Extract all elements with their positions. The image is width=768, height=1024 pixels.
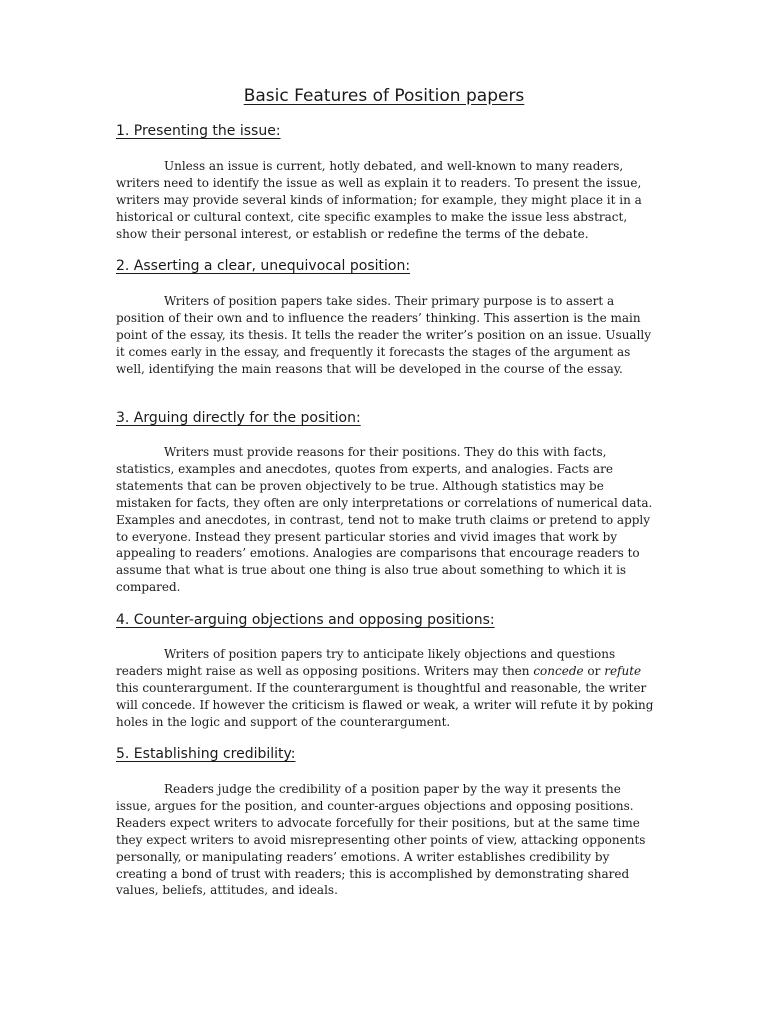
section-heading-arguing-directly: 3. Arguing directly for the position:: [116, 410, 361, 426]
section-body-presenting-issue: Unless an issue is current, hotly debated, and well-known to many readers, writers need to identify the issue as well as explain it to readers. To present the issue, writers may provide several kinds of information; for example, they might place it in a historical or cultural context, cite specific examples to make the issue less abstract, show their personal interest, or establish or redefine the terms of the debate.: [116, 159, 642, 241]
section-heading-presenting-issue: 1. Presenting the issue:: [116, 123, 281, 139]
emphasis-refute: refute: [604, 663, 642, 678]
section-body-establishing-credibility: Readers judge the credibility of a position paper by the way it presents the issue, argues for the position, and counter-argues objections and opposing positions. Readers expect writers to advocate forcefully for their positions, but at the same time they expect writers to avoid misrepresenting other points of view, attacking opponents personally, or manipulating readers’ emotions. A writer establishes credibility by creating a bond of trust with readers; this is accomplished by demonstrating shared values, beliefs, attitudes, and ideals.: [116, 782, 646, 898]
section-heading-establishing-credibility: 5. Establishing credibility:: [116, 746, 296, 762]
section-body-arguing-directly: Writers must provide reasons for their positions. They do this with facts, statistics, examples and anecdotes, quotes from experts, and analogies. Facts are statements that can be proven objectively to be true. Although statistics may be mistaken for facts, they often are only interpretations or correlations of numerical data. Examples and anecdotes, in contrast, tend not to make truth claims or pretend to apply to everyone. Instead they present particular stories and vivid images that work by appealing to readers’ emotions. Analogies are comparisons that encourage readers to assume that what is true about one thing is also true about something to which it is compared.: [116, 445, 653, 595]
section-heading-counter-arguing: 4. Counter-arguing objections and opposing positions:: [116, 612, 495, 628]
document-title: Basic Features of Position papers: [243, 86, 525, 106]
section-body-counter-arguing: [116, 646, 654, 731]
body-text-part-3: this counterargument. If the counterargument is thoughtful and reasonable, the writer will concede. If however the criticism is flawed or weak, a writer will refute it by poking holes in the logic and support of the counterargument.: [116, 680, 654, 729]
emphasis-concede: concede: [533, 663, 584, 678]
section-body-asserting-position: Writers of position papers take sides. Their primary purpose is to assert a position of their own and to influence the readers’ thinking. This assertion is the main point of the essay, its thesis. It tells the reader the writer’s position on an issue. Usually it comes early in the essay, and frequently it forecasts the stages of the argument as well, identifying the main reasons that will be developed in the course of the essay.: [116, 294, 652, 376]
section-heading-asserting-position: 2. Asserting a clear, unequivocal position:: [116, 258, 411, 274]
body-text-part-2: or: [583, 663, 605, 678]
body-text-part-1: Writers of position papers try to anticipate likely objections and questions readers might raise as well as opposing positions. Writers may then: [116, 647, 616, 678]
